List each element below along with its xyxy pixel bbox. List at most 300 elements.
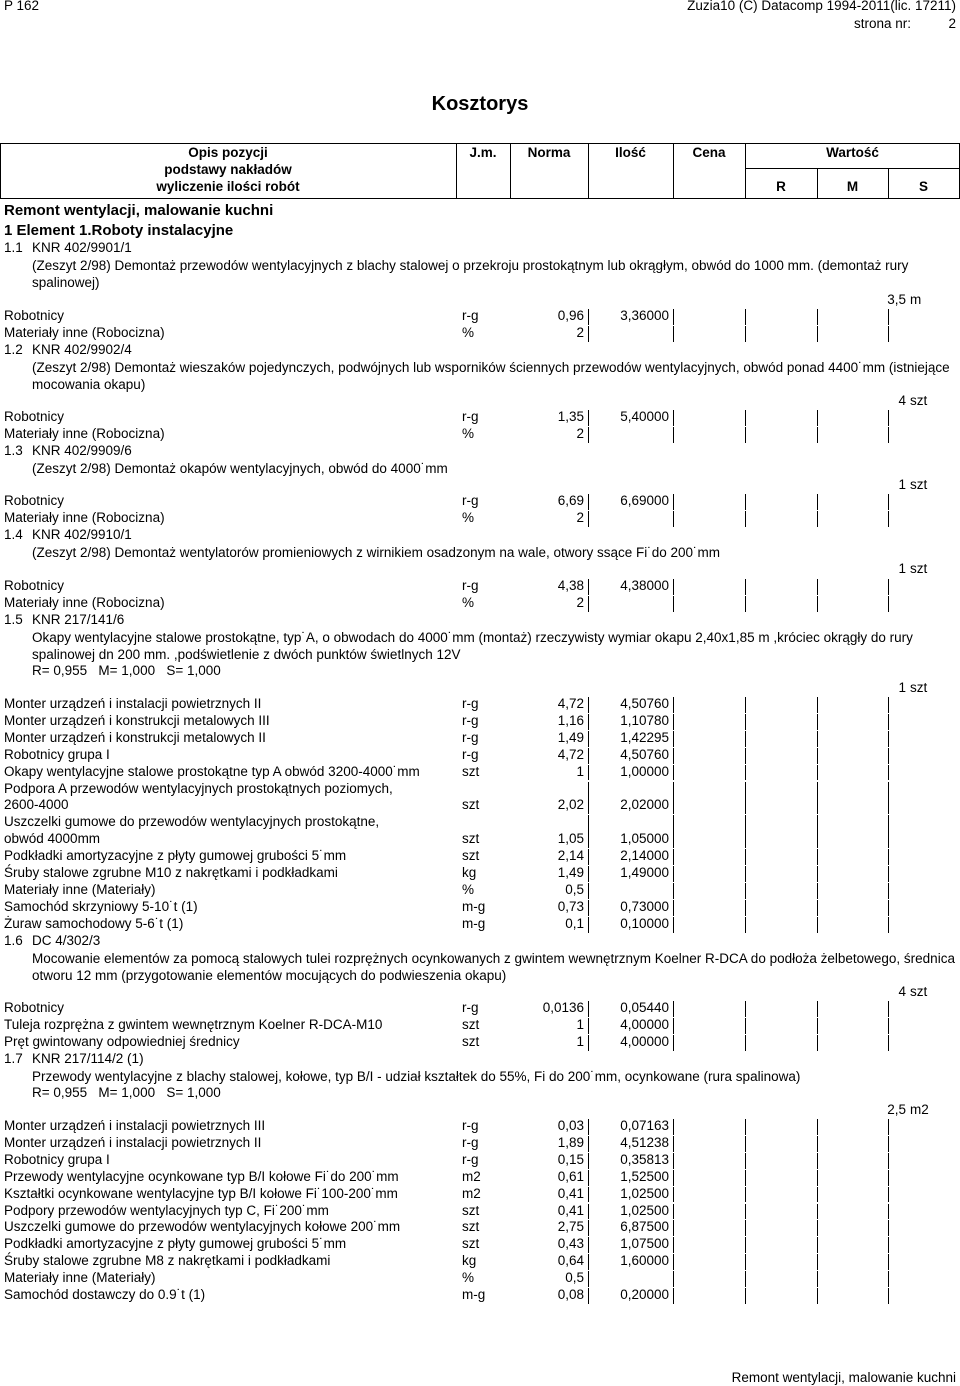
cell-divider [673,866,674,882]
cell-divider [588,866,589,882]
header-value-m: M [846,179,859,194]
resource-unit: r-g [462,493,479,508]
cell-divider [745,309,746,325]
cell-divider [588,579,589,595]
cell-divider [817,1001,818,1017]
cell-divider [673,511,674,527]
position-description: (Zeszyt 2/98) Demontaż wentylatorów promieniowych z wirnikiem osadzonym na wale, otwory ssące Fi˙do 200˙mm [32,545,720,560]
resource-unit: szt [462,797,480,813]
position-quantity: 2,5 [887,1102,906,1117]
cell-divider [888,494,889,510]
cell-divider [745,1035,746,1051]
cell-divider [888,579,889,595]
cell-divider [888,511,889,527]
cell-divider [673,1170,674,1186]
position-code: DC 4/302/3 [32,933,101,948]
resource-name: Materiały inne (Robocizna) [4,324,165,340]
cell-divider [888,326,889,342]
cell-divider [888,866,889,882]
cell-divider [817,748,818,764]
resource-name: Podkładki amortyzacyjne z płyty gumowej grubości 5˙mm [4,848,347,864]
header-price: Cena [692,145,726,160]
resource-name: Materiały inne (Materiały) [4,1270,156,1286]
resource-norm: 1,16 [557,712,584,728]
cell-divider [588,1220,589,1236]
resource-quantity: 1,52500 [620,1168,669,1184]
position-quantity-unit: szt [910,680,928,695]
resource-unit: r-g [462,578,479,593]
resource-unit: m2 [462,1168,481,1184]
resource-unit: r-g [462,1000,479,1015]
resource-quantity: 5,40000 [620,409,669,424]
cell-divider [745,731,746,747]
resource-norm: 2 [576,425,584,441]
cell-divider [817,1119,818,1135]
resource-unit: % [462,425,475,441]
resource-name: Samochód skrzyniowy 5-10˙t (1) [4,898,198,914]
cell-divider [588,1035,589,1051]
cell-divider [888,1035,889,1051]
cell-divider [745,849,746,865]
resource-norm: 4,72 [557,696,584,711]
resource-norm: 2,02 [557,797,584,813]
resource-name: Robotnicy [4,578,65,593]
cell-divider [745,1288,746,1304]
cell-divider [588,427,589,443]
cell-divider [673,579,674,595]
resource-name: Monter urządzeń i instalacji powietrznych III [4,1118,266,1133]
resource-name: Monter urządzeń i instalacji powietrznych II [4,696,262,711]
cell-divider [673,1187,674,1203]
cell-divider [673,1035,674,1051]
header-unit: J.m. [469,145,497,160]
cell-divider [745,1187,746,1203]
resource-name: Robotnicy [4,1000,65,1015]
cell-divider [817,1035,818,1051]
cell-divider [673,883,674,899]
cell-divider [673,748,674,764]
cell-divider [745,326,746,342]
resource-norm: 1,05 [557,831,584,847]
cell-divider [588,1136,589,1152]
cell-divider [817,1136,818,1152]
resource-norm: 2,75 [557,1219,584,1235]
cell-divider [888,1153,889,1169]
cell-divider [888,1288,889,1304]
resource-norm: 1 [576,1016,584,1032]
cell-divider [817,494,818,510]
cell-divider [673,1220,674,1236]
cell-divider [588,1237,589,1253]
cell-divider [588,900,589,916]
position-coefficients: R= 0,955 M= 1,000 S= 1,000 [32,1085,221,1100]
cell-divider [817,1220,818,1236]
cell-divider [888,765,889,781]
header-norm: Norma [527,145,571,160]
resource-norm: 0,43 [557,1236,584,1252]
position-number: 1.4 [4,527,23,542]
cell-divider [817,866,818,882]
cell-divider [817,782,818,815]
cell-divider [745,782,746,815]
resource-quantity: 1,05000 [620,831,669,847]
position-quantity: 3,5 [887,292,906,307]
resource-name: Robotnicy [4,308,65,323]
position-code: KNR 217/114/2 (1) [32,1051,144,1066]
resource-norm: 6,69 [557,493,584,508]
resource-norm: 0,08 [557,1287,584,1302]
cell-divider [588,1271,589,1287]
cell-divider [673,1288,674,1304]
cell-divider [673,1001,674,1017]
cell-divider [673,1119,674,1135]
position-code: KNR 402/9901/1 [32,240,132,255]
resource-unit: % [462,324,475,340]
resource-unit: m-g [462,915,486,931]
cell-divider [673,714,674,730]
cell-divider [673,1136,674,1152]
resource-name: Robotnicy grupa I [4,1151,110,1167]
resource-norm: 0,5 [565,881,584,897]
resource-unit: r-g [462,308,479,323]
cell-divider [673,326,674,342]
software-info: Zuzia10 (C) Datacomp 1994-2011(lic. 17211) [687,0,956,13]
position-number: 1.6 [4,933,23,948]
resource-unit: % [462,881,475,897]
resource-name-cont: obwód 4000mm [4,831,101,847]
cell-divider [588,1119,589,1135]
cell-divider [745,1237,746,1253]
resource-unit: r-g [462,1134,479,1150]
resource-unit: kg [462,865,477,880]
cell-divider [888,731,889,747]
cell-divider [888,697,889,713]
cell-divider [888,1018,889,1034]
cell-divider [588,1288,589,1304]
cell-divider [817,731,818,747]
resource-unit: r-g [462,712,479,728]
resource-quantity: 0,35813 [620,1151,669,1167]
cell-divider [588,326,589,342]
cell-divider [588,917,589,933]
cell-divider [588,1170,589,1186]
cell-divider [888,1271,889,1287]
cell-divider [745,1170,746,1186]
resource-norm: 0,96 [557,308,584,323]
page-number-label: strona nr: [854,16,912,31]
position-quantity-unit: szt [910,477,928,492]
cell-divider [745,748,746,764]
cell-divider [888,782,889,815]
resource-name: Materiały inne (Robocizna) [4,594,165,610]
resource-name: Śruby stalowe zgrubne M10 z nakrętkami i podkładkami [4,865,338,880]
resource-unit: r-g [462,746,479,762]
resource-norm: 2 [576,324,584,340]
resource-name: Materiały inne (Materiały) [4,881,156,897]
position-quantity-unit: m2 [910,1102,929,1117]
cell-divider [888,714,889,730]
page-number: 2 [948,16,956,31]
resource-unit: szt [462,1033,480,1049]
resource-unit: r-g [462,1151,479,1167]
resource-norm: 1,49 [557,865,584,880]
header-value-r: R [776,179,786,194]
cell-divider [888,1220,889,1236]
cell-divider [673,1153,674,1169]
cell-divider [888,1119,889,1135]
cell-divider [673,1254,674,1270]
cell-divider [817,427,818,443]
resource-name: Uszczelki gumowe do przewodów wentylacyjnych kołowe 200˙mm [4,1219,401,1235]
header-description-3: wyliczenie ilości robót [156,179,300,194]
cell-divider [817,900,818,916]
cell-divider [745,815,746,848]
resource-unit: m-g [462,1287,486,1302]
estimate-title: Remont wentylacji, malowanie kuchni [4,202,274,219]
resource-name: Okapy wentylacyjne stalowe prostokątne typ A obwód 3200-4000˙mm [4,763,420,779]
resource-quantity: 4,51238 [620,1134,669,1150]
cell-divider [888,1204,889,1220]
resource-quantity: 0,07163 [620,1118,669,1133]
cell-divider [888,1237,889,1253]
cell-divider [745,1254,746,1270]
cell-divider [888,849,889,865]
resource-unit: szt [462,1219,480,1235]
resource-unit: szt [462,1016,480,1032]
cell-divider [745,866,746,882]
cell-divider [588,883,589,899]
resource-name: Kształtki ocynkowane wentylacyjne typ B/I kołowe Fi˙100-200˙mm [4,1185,398,1201]
resource-quantity: 3,36000 [620,308,669,323]
header-description-2: podstawy nakładów [164,162,292,177]
resource-norm: 4,72 [557,746,584,762]
resource-name: Monter urządzeń i konstrukcji metalowych II [4,729,266,745]
resource-norm: 0,64 [557,1253,584,1269]
cell-divider [817,1018,818,1034]
cell-divider [745,1001,746,1017]
cell-divider [673,427,674,443]
cell-divider [817,1153,818,1169]
cell-divider [588,697,589,713]
cell-divider [817,1237,818,1253]
cell-divider [588,1153,589,1169]
cell-divider [745,1204,746,1220]
cell-divider [817,579,818,595]
cell-divider [588,849,589,865]
position-number: 1.3 [4,443,23,458]
resource-unit: r-g [462,1118,479,1133]
resource-unit: % [462,509,475,525]
cell-divider [673,815,674,848]
cell-divider [588,815,589,848]
cell-divider [888,917,889,933]
cell-divider [745,900,746,916]
cell-divider [817,410,818,426]
cell-divider [588,731,589,747]
cell-divider [588,309,589,325]
cell-divider [673,596,674,612]
cell-divider [588,782,589,815]
resource-unit: r-g [462,729,479,745]
cell-divider [817,1254,818,1270]
position-quantity-unit: szt [910,984,928,999]
cell-divider [745,1153,746,1169]
resource-quantity: 4,38000 [620,578,669,593]
resource-quantity: 6,87500 [620,1219,669,1235]
document-title: Kosztorys [431,93,529,115]
resource-quantity: 4,00000 [620,1016,669,1032]
cell-divider [588,596,589,612]
position-code: KNR 217/141/6 [32,612,125,627]
cell-divider [588,1187,589,1203]
cell-divider [888,596,889,612]
cell-divider [888,1170,889,1186]
resource-quantity: 4,00000 [620,1033,669,1049]
cell-divider [673,900,674,916]
resource-norm: 0,03 [557,1118,584,1133]
cell-divider [588,765,589,781]
cell-divider [745,1220,746,1236]
cell-divider [588,1204,589,1220]
position-quantity-unit: szt [910,561,928,576]
resource-name: Materiały inne (Robocizna) [4,509,165,525]
resource-norm: 0,61 [557,1168,584,1184]
cell-divider [673,1237,674,1253]
cell-divider [673,782,674,815]
position-coefficients: R= 0,955 M= 1,000 S= 1,000 [32,663,221,678]
header-value-s: S [918,179,928,194]
resource-name: Śruby stalowe zgrubne M8 z nakrętkami i podkładkami [4,1253,331,1269]
cell-divider [745,714,746,730]
resource-name: Podpora A przewodów wentylacyjnych prostokątnych poziomych, [4,780,393,796]
cell-divider [745,765,746,781]
cell-divider [745,410,746,426]
cell-divider [888,1136,889,1152]
cell-divider [673,697,674,713]
position-number: 1.1 [4,240,23,255]
cell-divider [888,1254,889,1270]
resource-norm: 1 [576,763,584,779]
cell-divider [888,410,889,426]
position-quantity: 4 [898,393,906,408]
cell-divider [888,748,889,764]
cell-divider [817,309,818,325]
resource-norm: 4,38 [557,578,584,593]
resource-name: Robotnicy grupa I [4,746,110,762]
cell-divider [745,917,746,933]
resource-norm: 0,5 [565,1270,584,1286]
page-footer: Remont wentylacji, malowanie kuchni [731,1370,956,1385]
resource-quantity: 0,05440 [620,1000,669,1015]
cell-divider [673,765,674,781]
resource-norm: 0,0136 [542,1000,584,1015]
cell-divider [673,917,674,933]
resource-quantity: 2,02000 [620,797,669,813]
cell-divider [817,1170,818,1186]
resource-name: Tuleja rozprężna z gwintem wewnętrznym Koelner R-DCA-M10 [4,1016,383,1032]
resource-quantity: 4,50760 [620,696,669,711]
resource-name: Materiały inne (Robocizna) [4,425,165,441]
resource-norm: 0,15 [557,1151,584,1167]
cell-divider [817,765,818,781]
cell-divider [673,849,674,865]
position-code: KNR 402/9902/4 [32,342,132,357]
cell-divider [588,1001,589,1017]
cell-divider [888,1001,889,1017]
cell-divider [888,815,889,848]
cell-divider [817,326,818,342]
header-description-1: Opis pozycji [188,145,268,160]
cell-divider [817,1271,818,1287]
resource-unit: szt [462,848,480,864]
cell-divider [588,1254,589,1270]
position-quantity: 1 [898,477,906,492]
resource-quantity: 6,69000 [620,493,669,508]
resource-quantity: 1,02500 [620,1185,669,1201]
resource-quantity: 1,02500 [620,1202,669,1218]
resource-name-cont: 2600-4000 [4,797,69,813]
resource-name: Robotnicy [4,409,65,424]
element-title: 1 Element 1.Roboty instalacyjne [4,222,234,239]
cell-divider [817,714,818,730]
cell-divider [588,511,589,527]
cell-divider [817,1187,818,1203]
cell-divider [673,731,674,747]
resource-unit: szt [462,1236,480,1252]
cell-divider [817,849,818,865]
cell-divider [817,883,818,899]
position-number: 1.7 [4,1051,23,1066]
resource-unit: % [462,1270,475,1286]
resource-quantity: 0,10000 [620,915,669,931]
position-quantity: 4 [898,984,906,999]
position-description: Okapy wentylacyjne stalowe prostokątne, typ˙A, o obwodach do 4000˙mm (montaż) rzeczywisty wymiar okapu 2,40x1,85 m ,króciec okrągły do rury spalinowej dn 200 mm. ,podświetlenie z dwóch punktów świetlnych 12V [32,630,913,662]
resource-unit: m-g [462,898,486,914]
cell-divider [817,1288,818,1304]
resource-unit: r-g [462,409,479,424]
resource-quantity: 1,07500 [620,1236,669,1252]
resource-norm: 1,35 [557,409,584,424]
resource-quantity: 1,42295 [620,729,669,745]
position-description: Mocowanie elementów za pomocą stalowych tulei rozprężnych ocynkowanych z gwintem wewnętrznym Koelner R-DCA do podłoża żelbetowego, średnica otworu 12 mm (przygotowanie elementów mocujących do podwieszenia okapu) [32,951,955,983]
resource-quantity: 2,14000 [620,848,669,864]
resource-name: Monter urządzeń i konstrukcji metalowych III [4,712,270,728]
resource-name: Przewody wentylacyjne ocynkowane typ B/I kołowe Fi˙do 200˙mm [4,1168,399,1184]
cell-divider [888,883,889,899]
cell-divider [745,596,746,612]
cell-divider [745,697,746,713]
cell-divider [817,1204,818,1220]
resource-unit: szt [462,1202,480,1218]
resource-unit: % [462,594,475,610]
position-quantity-unit: szt [910,393,928,408]
resource-name: Podpory przewodów wentylacyjnych typ C, Fi˙200˙mm [4,1202,329,1218]
resource-unit: szt [462,831,480,847]
resource-norm: 0,41 [557,1202,584,1218]
cell-divider [588,1018,589,1034]
resource-unit: kg [462,1253,477,1269]
resource-name: Pręt gwintowany odpowiedniej średnicy [4,1033,240,1049]
resource-quantity: 0,73000 [620,898,669,914]
position-description: (Zeszyt 2/98) Demontaż okapów wentylacyjnych, obwód do 4000˙mm [32,461,448,476]
resource-norm: 0,41 [557,1185,584,1201]
cell-divider [588,748,589,764]
resource-norm: 2 [576,509,584,525]
resource-quantity: 0,20000 [620,1287,669,1302]
cell-divider [745,579,746,595]
position-description: Przewody wentylacyjne z blachy stalowej, kołowe, typ B/I - udział kształtek do 55%, Fi do 200˙mm, ocynkowane (rura spalinowa) [32,1069,801,1084]
position-number: 1.2 [4,342,23,357]
